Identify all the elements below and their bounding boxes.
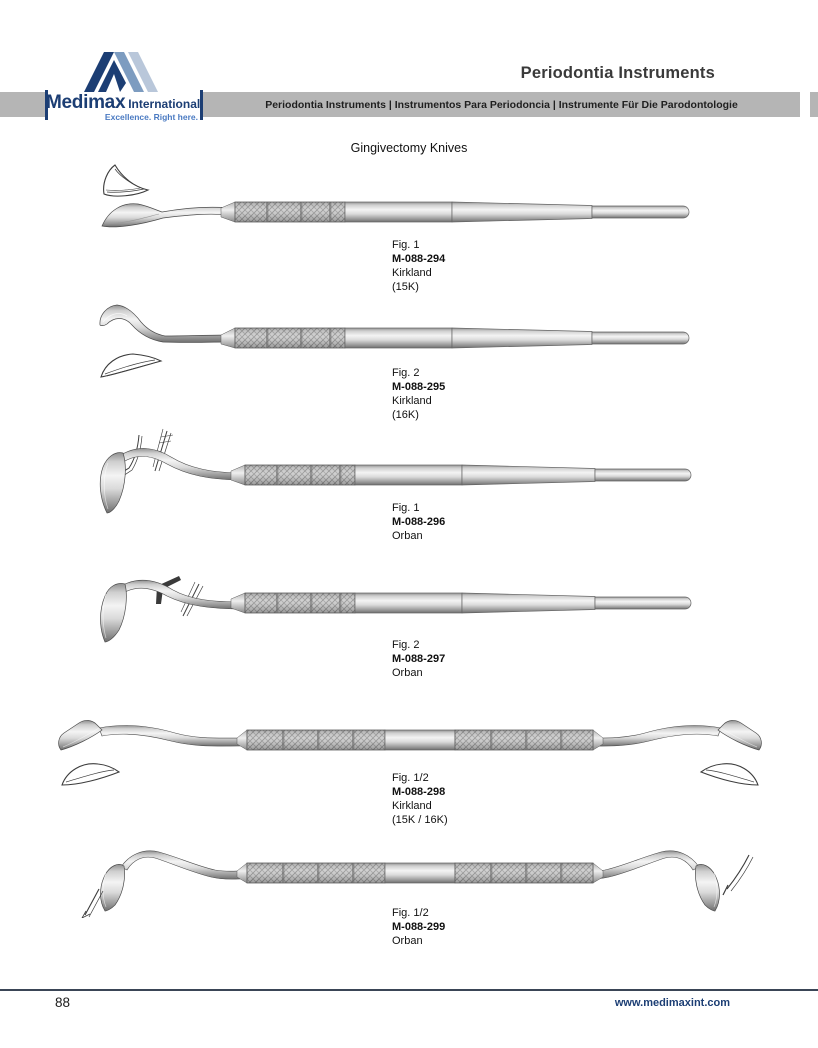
product-pattern: Kirkland [392,395,432,407]
blade-profile-outline-icon [104,165,148,196]
product-pattern: Orban [392,935,423,947]
category-bar-left-segment [0,92,45,117]
category-bar-corner-segment [810,92,818,117]
product-label [392,771,448,827]
instrument-illustration-m-088-294 [95,162,765,237]
product-code: M-088-297 [392,653,446,665]
footer-rule [0,989,818,991]
product-fig: Fig. 2 [392,367,420,379]
blade-profile-outline-icon [62,764,119,785]
brand-tagline: Excellence. Right here. [104,112,198,122]
brand-name: Medimax [46,92,126,113]
product-code: M-088-296 [392,516,446,528]
product-code: M-088-299 [392,921,446,933]
product-fig: Fig. 1/2 [392,907,429,919]
product-pattern: Orban [392,667,423,679]
product-size: (15K / 16K) [392,814,448,826]
product-pattern: Orban [392,530,423,542]
blade-profile-outline-icon [701,764,758,785]
product-fig: Fig. 1/2 [392,772,429,784]
product-fig: Fig. 2 [392,639,420,651]
product-label [392,638,445,680]
website-link[interactable]: www.medimaxint.com [614,997,730,1009]
product-pattern: Kirkland [392,267,432,279]
product-pattern: Kirkland [392,800,432,812]
section-title: Gingivectomy Knives [350,141,468,155]
product-label [392,238,445,294]
product-code: M-088-295 [392,381,446,393]
product-code: M-088-298 [392,786,446,798]
product-label [392,906,445,948]
product-fig: Fig. 1 [392,502,420,514]
product-label [392,501,445,543]
product-size: (16K) [392,409,419,421]
page-title: Periodontia Instruments [520,64,715,82]
blade-tip-outline-icon [82,889,103,918]
logo-right-rule [200,90,203,120]
product-code: M-088-294 [392,253,446,265]
brand-suffix: International [128,97,201,111]
brand-name-line [46,92,200,114]
blade-profile-outline-icon [101,354,161,377]
page-number: 88 [55,995,71,1010]
medimax-mountain-logo-icon [80,44,166,92]
product-label [392,366,445,422]
category-bar-text: Periodontia Instruments | Instrumentos Para Periodoncia | Instrumente Für Die Parodontologie [265,98,738,111]
blade-tip-outline-icon [723,855,753,895]
product-fig: Fig. 1 [392,239,420,251]
product-size: (15K) [392,281,419,293]
category-bar [203,92,800,117]
